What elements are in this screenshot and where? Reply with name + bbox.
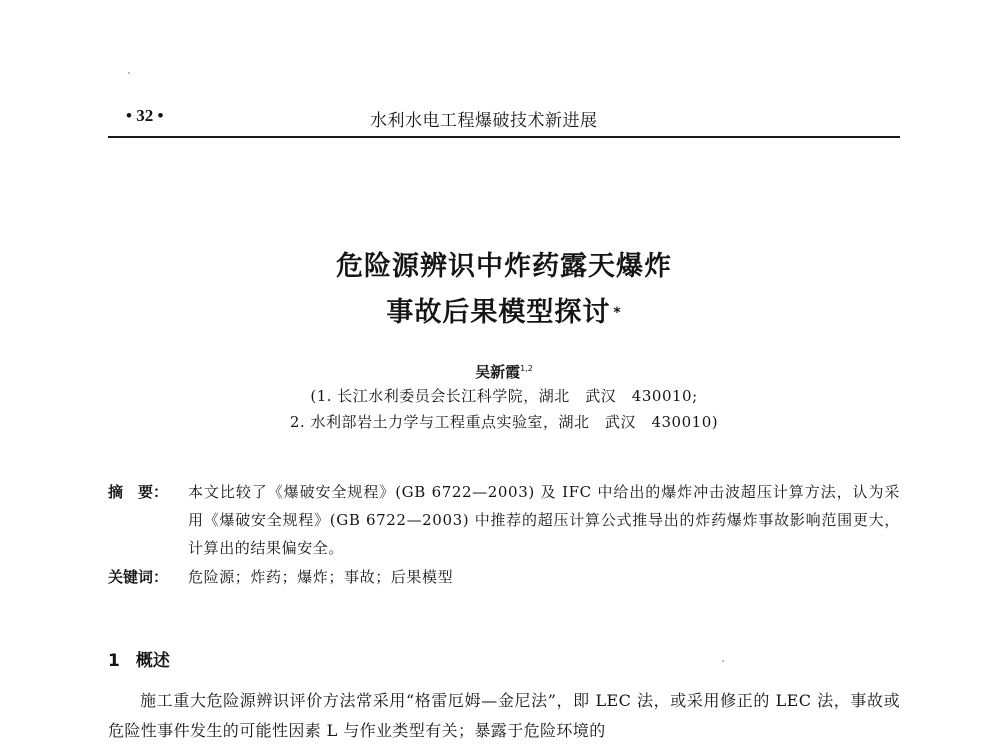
title-line-1: 危险源辨识中炸药露天爆炸 — [336, 251, 672, 282]
abstract-text: 本文比较了《爆破安全规程》(GB 6722—2003) 及 IFC 中给出的爆炸冲击波超压计算方法，认为采用《爆破安全规程》(GB 6722—2003) 中推荐的超压计算公式推导出的炸药爆炸事故影响范围更大，计算出的结果偏安全。 — [188, 483, 900, 557]
title-line-2-text: 事故后果模型探讨 — [386, 297, 611, 328]
abstract — [108, 478, 900, 562]
scan-speck — [128, 72, 130, 74]
abstract-label: 摘 要： — [108, 483, 169, 501]
section-heading — [108, 646, 170, 671]
running-title: 水利水电工程爆破技术新进展 — [370, 111, 598, 131]
title-line-2 — [108, 290, 900, 336]
body-paragraph: 施工重大危险源辨识评价方法常采用“格雷厄姆—金尼法”，即 LEC 法，或采用修正的 LEC 法，事故或危险性事件发生的可能性因素 L 与作业类型有关；暴露于危险环境的 — [108, 691, 900, 740]
title-footnote-mark: * — [613, 305, 622, 321]
section-number: 1 — [108, 651, 120, 671]
paper-title — [108, 244, 900, 336]
author-name: 吴新霞 — [475, 363, 521, 381]
keywords-text: 危险源；炸药；爆炸；事故；后果模型 — [188, 568, 454, 586]
affiliation-1: (1. 长江水利委员会长江科学院，湖北 武汉 430010; — [310, 387, 698, 405]
abstract-block — [108, 478, 900, 591]
page-header — [108, 100, 900, 138]
page-number: • 32 • — [126, 106, 164, 125]
author-affiliation-marks: 1,2 — [520, 364, 533, 373]
affiliation-2: 2. 水利部岩土力学与工程重点实验室，湖北 武汉 430010) — [289, 413, 719, 431]
keywords — [108, 563, 900, 591]
author-line — [108, 358, 900, 383]
section-title: 概述 — [135, 651, 170, 671]
keywords-label: 关键词： — [108, 568, 169, 586]
author-block — [108, 358, 900, 435]
scan-speck — [722, 660, 724, 662]
